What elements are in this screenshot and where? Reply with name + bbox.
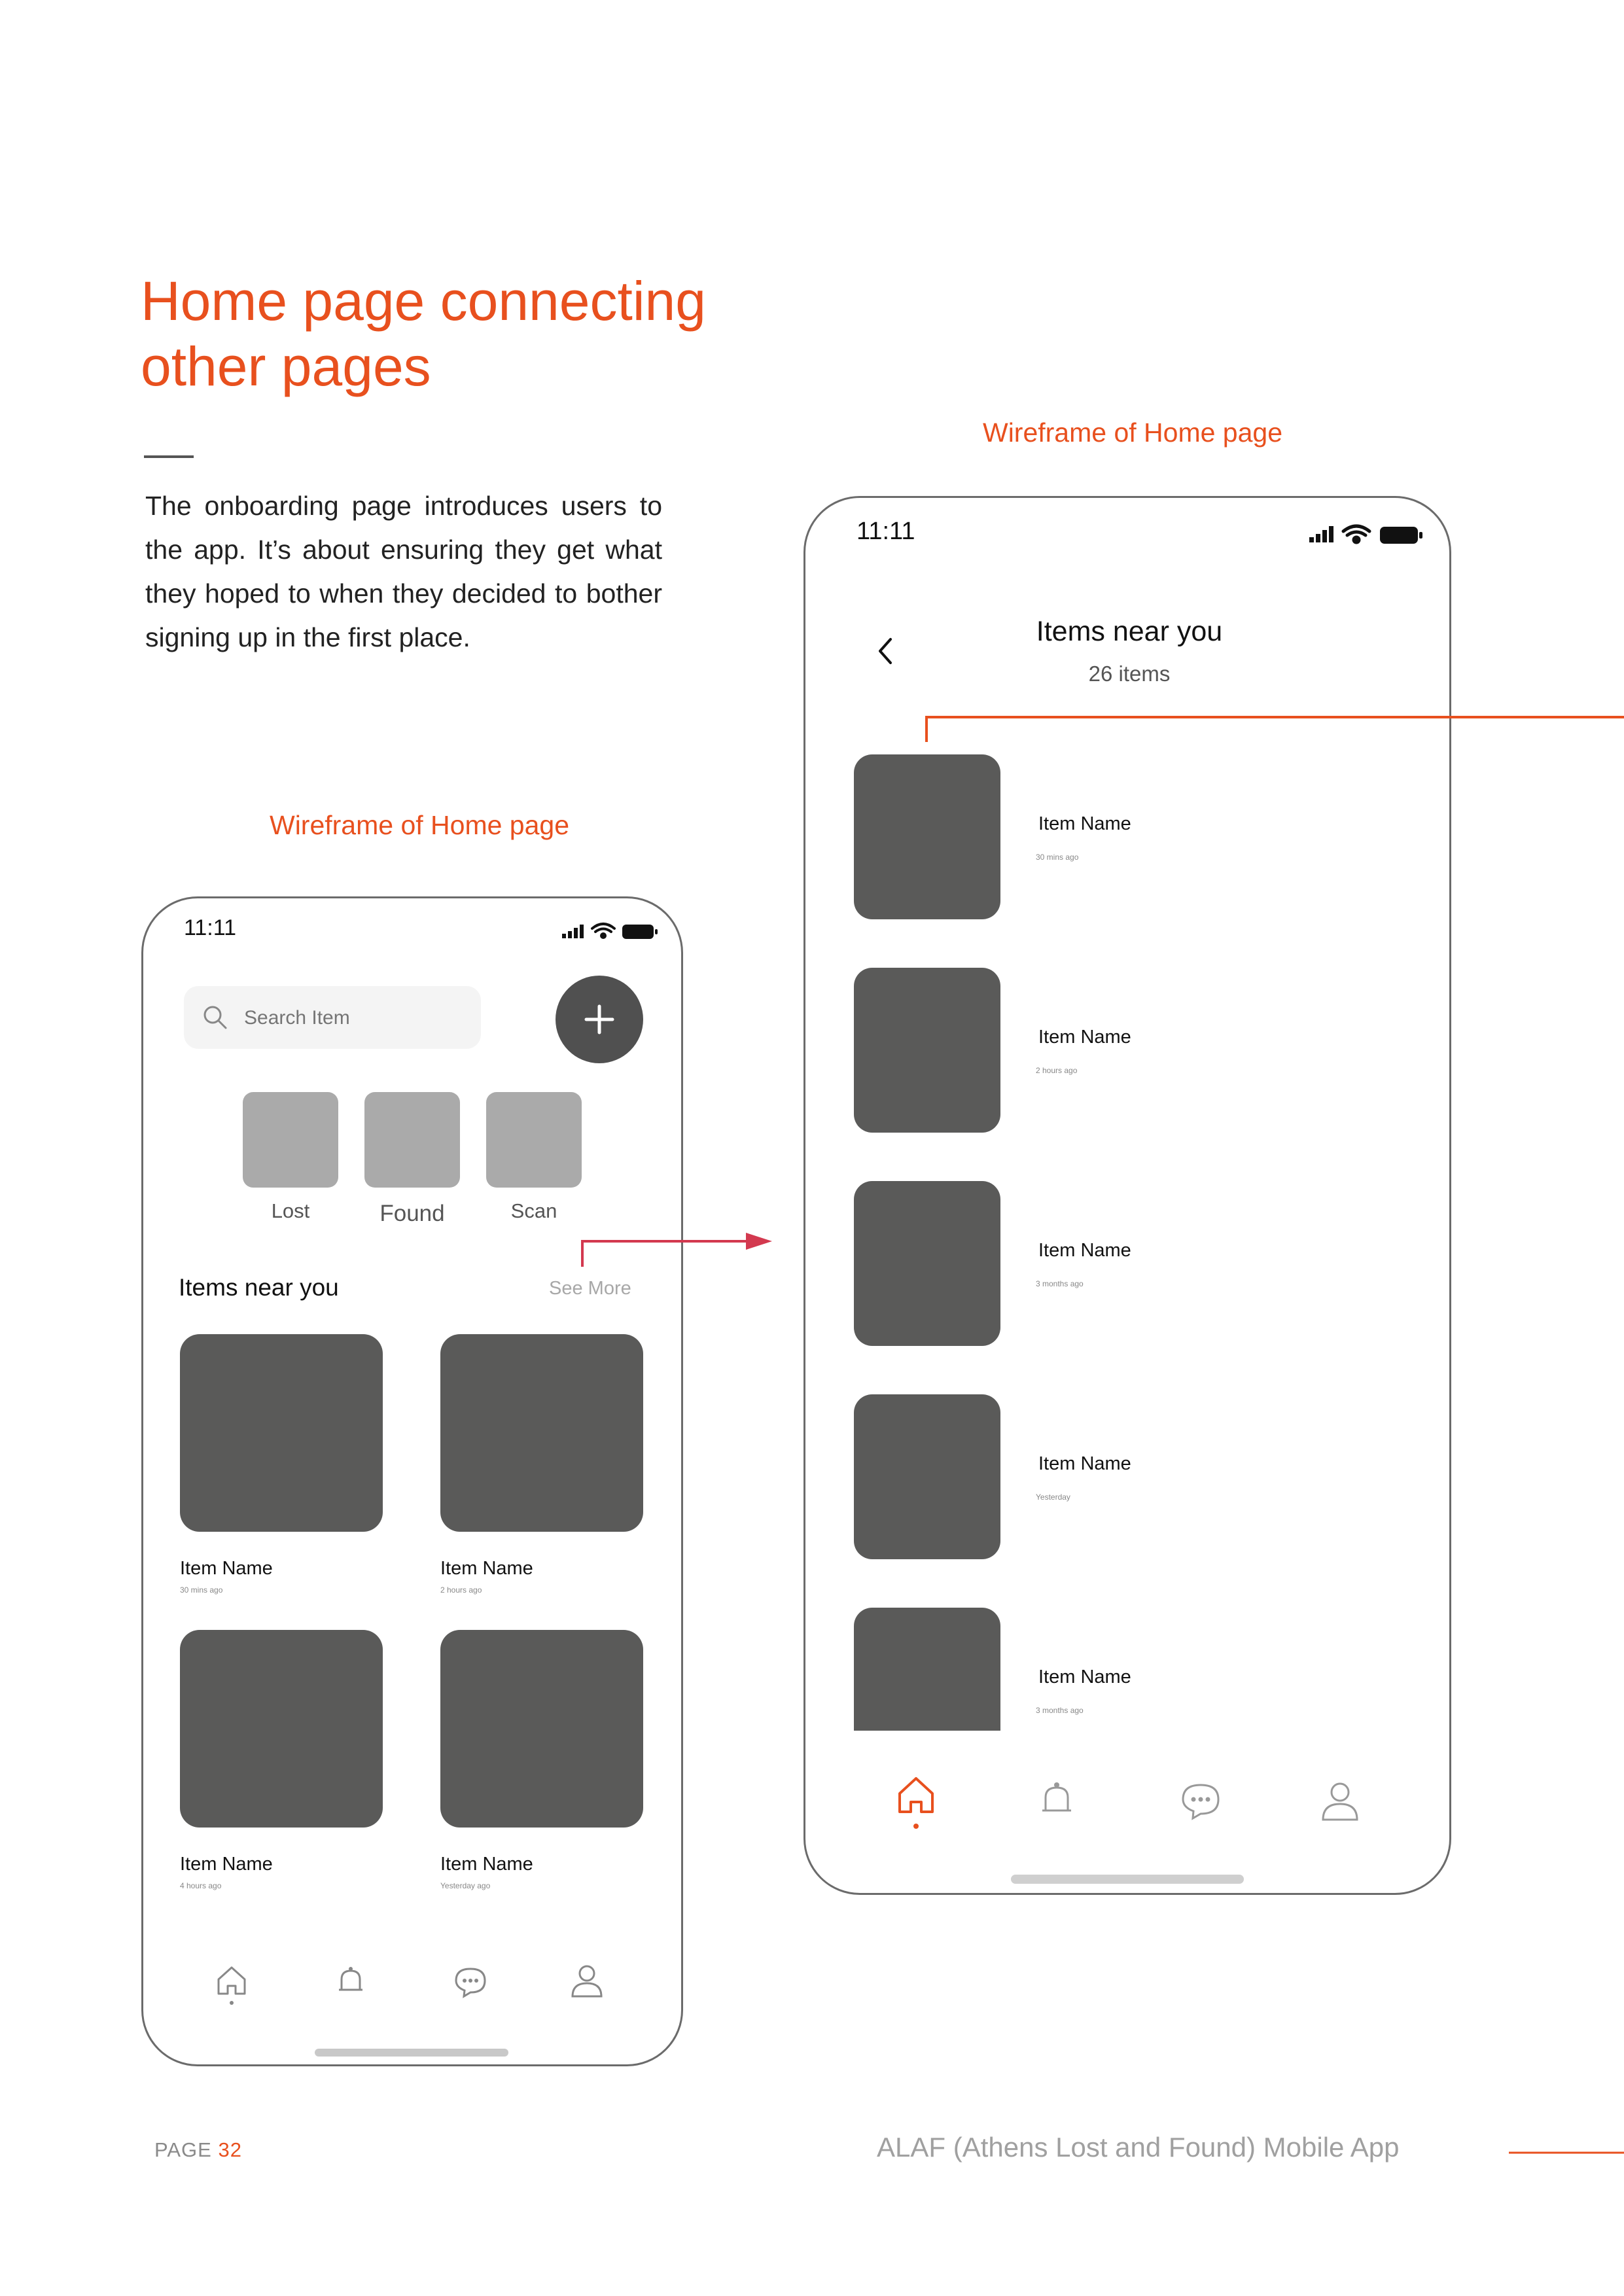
list-item-time: 30 mins ago: [1036, 853, 1079, 862]
right-wireframe-caption: Wireframe of Home page: [983, 417, 1283, 448]
list-title: Items near you: [1036, 616, 1223, 647]
see-more-arrowhead: [746, 1233, 772, 1250]
item-callout-line: [927, 717, 1624, 742]
list-item-time: 3 months ago: [1036, 1706, 1084, 1715]
heading-line-2: other pages: [141, 336, 431, 397]
item-name: Item Name: [440, 1558, 533, 1579]
see-more-link[interactable]: See More: [549, 1278, 631, 1299]
status-time: 11:11: [184, 915, 237, 940]
list-item-time: 2 hours ago: [1036, 1066, 1078, 1075]
see-more-arrow: [582, 1241, 751, 1267]
item-time: 30 mins ago: [180, 1585, 223, 1595]
list-item-name: Item Name: [1038, 1240, 1131, 1261]
item-name: Item Name: [440, 1854, 533, 1875]
item-name: Item Name: [180, 1854, 273, 1875]
status-time: 11:11: [856, 518, 915, 545]
intro-paragraph: The onboarding page introduces users to the app. It’s about ensuring they get what they hoped to when they decided to bother signing up in the first place.: [145, 491, 662, 652]
list-item-name: Item Name: [1038, 1027, 1131, 1048]
category-found-label: Found: [380, 1201, 445, 1226]
list-item-name: Item Name: [1038, 813, 1131, 834]
category-lost-label: Lost: [271, 1199, 310, 1222]
left-wireframe-caption: Wireframe of Home page: [270, 810, 570, 840]
category-scan-label: Scan: [510, 1199, 557, 1222]
page-label: PAGE: [154, 2138, 212, 2161]
footer-app-name: ALAF (Athens Lost and Found) Mobile App: [877, 2132, 1400, 2163]
list-item-name: Item Name: [1038, 1667, 1131, 1687]
list-item-time: 3 months ago: [1036, 1279, 1084, 1288]
page-number-value: 32: [218, 2138, 242, 2161]
item-name: Item Name: [180, 1558, 273, 1579]
item-time: Yesterday ago: [440, 1881, 491, 1890]
list-item-name: Item Name: [1038, 1453, 1131, 1474]
list-item-count: 26 items: [1088, 662, 1171, 686]
list-item-time: Yesterday: [1036, 1492, 1070, 1502]
page-number: [154, 2138, 242, 2162]
heading-line-1: Home page connecting: [141, 270, 706, 332]
items-near-you-title: Items near you: [179, 1274, 339, 1301]
item-time: 2 hours ago: [440, 1585, 482, 1595]
item-time: 4 hours ago: [180, 1881, 222, 1890]
